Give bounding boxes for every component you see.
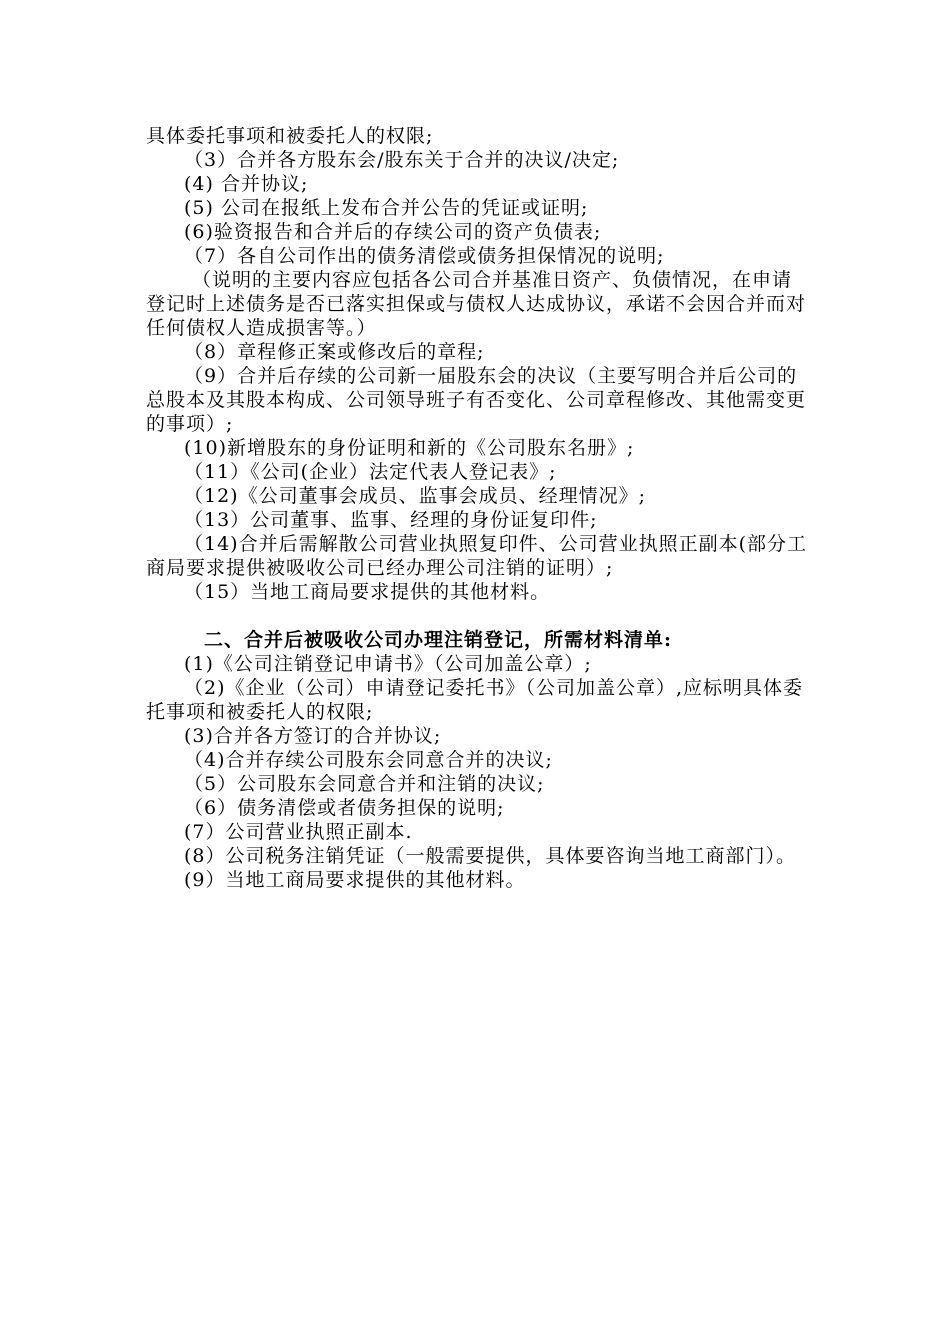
section-heading: 二、合并后被吸收公司办理注销登记，所需材料清单: xyxy=(204,629,673,651)
list-item: （14)合并后需解散公司营业执照复印件、公司营业执照正副本(部分工商局要求提供被吸收公司已经办理公司注销的证明）; xyxy=(146,533,808,579)
list-item: (7）公司营业执照正副本. xyxy=(184,821,413,843)
document-body xyxy=(146,124,810,892)
list-item: (3)合并各方签订的合并协议; xyxy=(184,725,442,747)
list-item: （15）当地工商局要求提供的其他材料。 xyxy=(184,581,551,603)
list-item: （8）章程修正案或修改后的章程; xyxy=(184,341,485,363)
list-item: （3）合并各方股东会/股东关于合并的决议/决定; xyxy=(184,149,620,171)
list-item: (10)新增股东的身份证明和新的《公司股东名册》; xyxy=(184,437,635,459)
list-item: (8）公司税务注销凭证（一般需要提供，具体要咨询当地工商部门）。 xyxy=(184,845,797,867)
list-item: （2)《企业（公司）申请登记委托书》（公司加盖公章）,应标明具体委托事项和被委托人的权限; xyxy=(146,677,804,723)
list-item: （13）公司董事、监事、经理的身份证复印件; xyxy=(184,509,598,531)
list-item: （7）各自公司作出的债务清偿或债务担保情况的说明; xyxy=(184,245,665,267)
list-item: （12)《公司董事会成员、监事会成员、经理情况》; xyxy=(184,485,646,507)
list-item: （4)合并存续公司股东会同意合并的决议; xyxy=(184,749,553,771)
list-item-note: （说明的主要内容应包括各公司合并基准日资产、负债情况，在申请登记时上述债务是否已落实担保或与债权人达成协议，承诺不会因合并而对任何债权人造成损害等。） xyxy=(146,269,807,339)
list-item: (4) 合并协议; xyxy=(184,173,309,195)
list-item: (9）当地工商局要求提供的其他材料。 xyxy=(184,869,526,891)
list-item: (5) 公司在报纸上发布合并公告的凭证或证明; xyxy=(184,197,589,219)
list-item: (6)验资报告和合并后的存续公司的资产负债表; xyxy=(184,221,602,243)
list-item: （11）《公司(企业）法定代表人登记表》; xyxy=(184,461,557,483)
list-item: （9）合并后存续的公司新一届股东会的决议（主要写明合并后公司的总股本及其股本构成、公司领导班子有否变化、公司章程修改、其他需变更的事项）; xyxy=(146,365,807,435)
paragraph-continuation: 具体委托事项和被委托人的权限; xyxy=(146,125,434,147)
list-item: (1)《公司注销登记申请书》（公司加盖公章）; xyxy=(184,653,592,675)
list-item: （5）公司股东会同意合并和注销的决议; xyxy=(184,773,545,795)
list-item: （6）债务清偿或者债务担保的说明; xyxy=(184,797,505,819)
